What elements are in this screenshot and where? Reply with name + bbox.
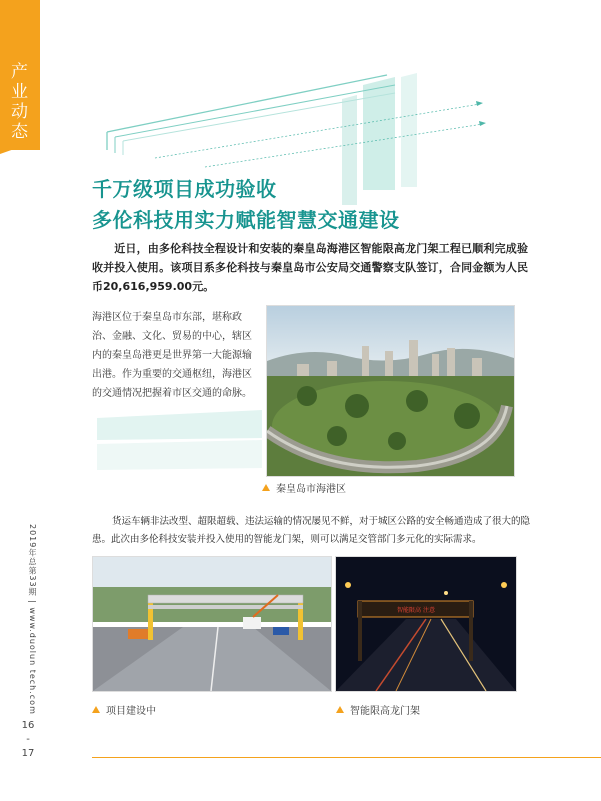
page-number-left: 16 [21, 720, 35, 731]
gantry-caption-text: 智能限高龙门架 [350, 706, 420, 717]
section-tab-notch [0, 140, 40, 154]
body-text: 货运车辆非法改型、超限超载、违法运输的情况屡见不鲜，对于城区公路的安全畅通造成了很大的隐患。此次由多伦科技安装并投入使用的智能龙门架，则可以满足交管部门多元化的实际需求。 [92, 516, 531, 545]
page-numbers [16, 719, 40, 761]
construction-caption-text: 项目建设中 [106, 706, 156, 717]
page-number-separator: - [26, 734, 30, 745]
construction-photo [92, 556, 332, 692]
gantry-sign-text: 智能限高 注意 [397, 607, 435, 614]
construction-photo-caption [92, 702, 156, 717]
page-number-right: 17 [21, 748, 35, 759]
article-title-line2: 多伦科技用实力赋能智慧交通建设 [92, 208, 400, 232]
section-tab-label: 产业动态 [11, 62, 29, 142]
triangle-icon [336, 706, 344, 713]
gantry-photo [335, 556, 517, 692]
city-photo [266, 305, 515, 477]
city-photo-caption [262, 480, 346, 495]
gantry-photo-caption [336, 702, 420, 717]
body-paragraph [92, 513, 532, 549]
triangle-icon [262, 484, 270, 491]
triangle-icon [92, 706, 100, 713]
issue-info: 2019年总第33期 | www.duolun tech.com [28, 524, 37, 715]
intro-paragraph [92, 239, 528, 296]
intro-text: 近日，由多伦科技全程设计和安装的秦皇岛海港区智能限高龙门架工程已顺利完成验收并投入使用。该项目系多伦科技与秦皇岛市公安局交通警察支队签订，合同金额为人民币20,616,959.00元。 [92, 242, 528, 293]
city-description: 海港区位于秦皇岛市东部，堪称政治、金融、文化、贸易的中心，辖区内的秦皇岛港更是世界第一大能源输出港。作为重要的交通枢纽，海港区的交通情况把握着市区交通的命脉。 [92, 312, 252, 399]
article-title-line1: 千万级项目成功验收 [92, 177, 277, 201]
city-caption-text: 秦皇岛市海港区 [276, 484, 346, 495]
decorative-bars [92, 410, 267, 485]
bottom-rule [92, 757, 601, 758]
